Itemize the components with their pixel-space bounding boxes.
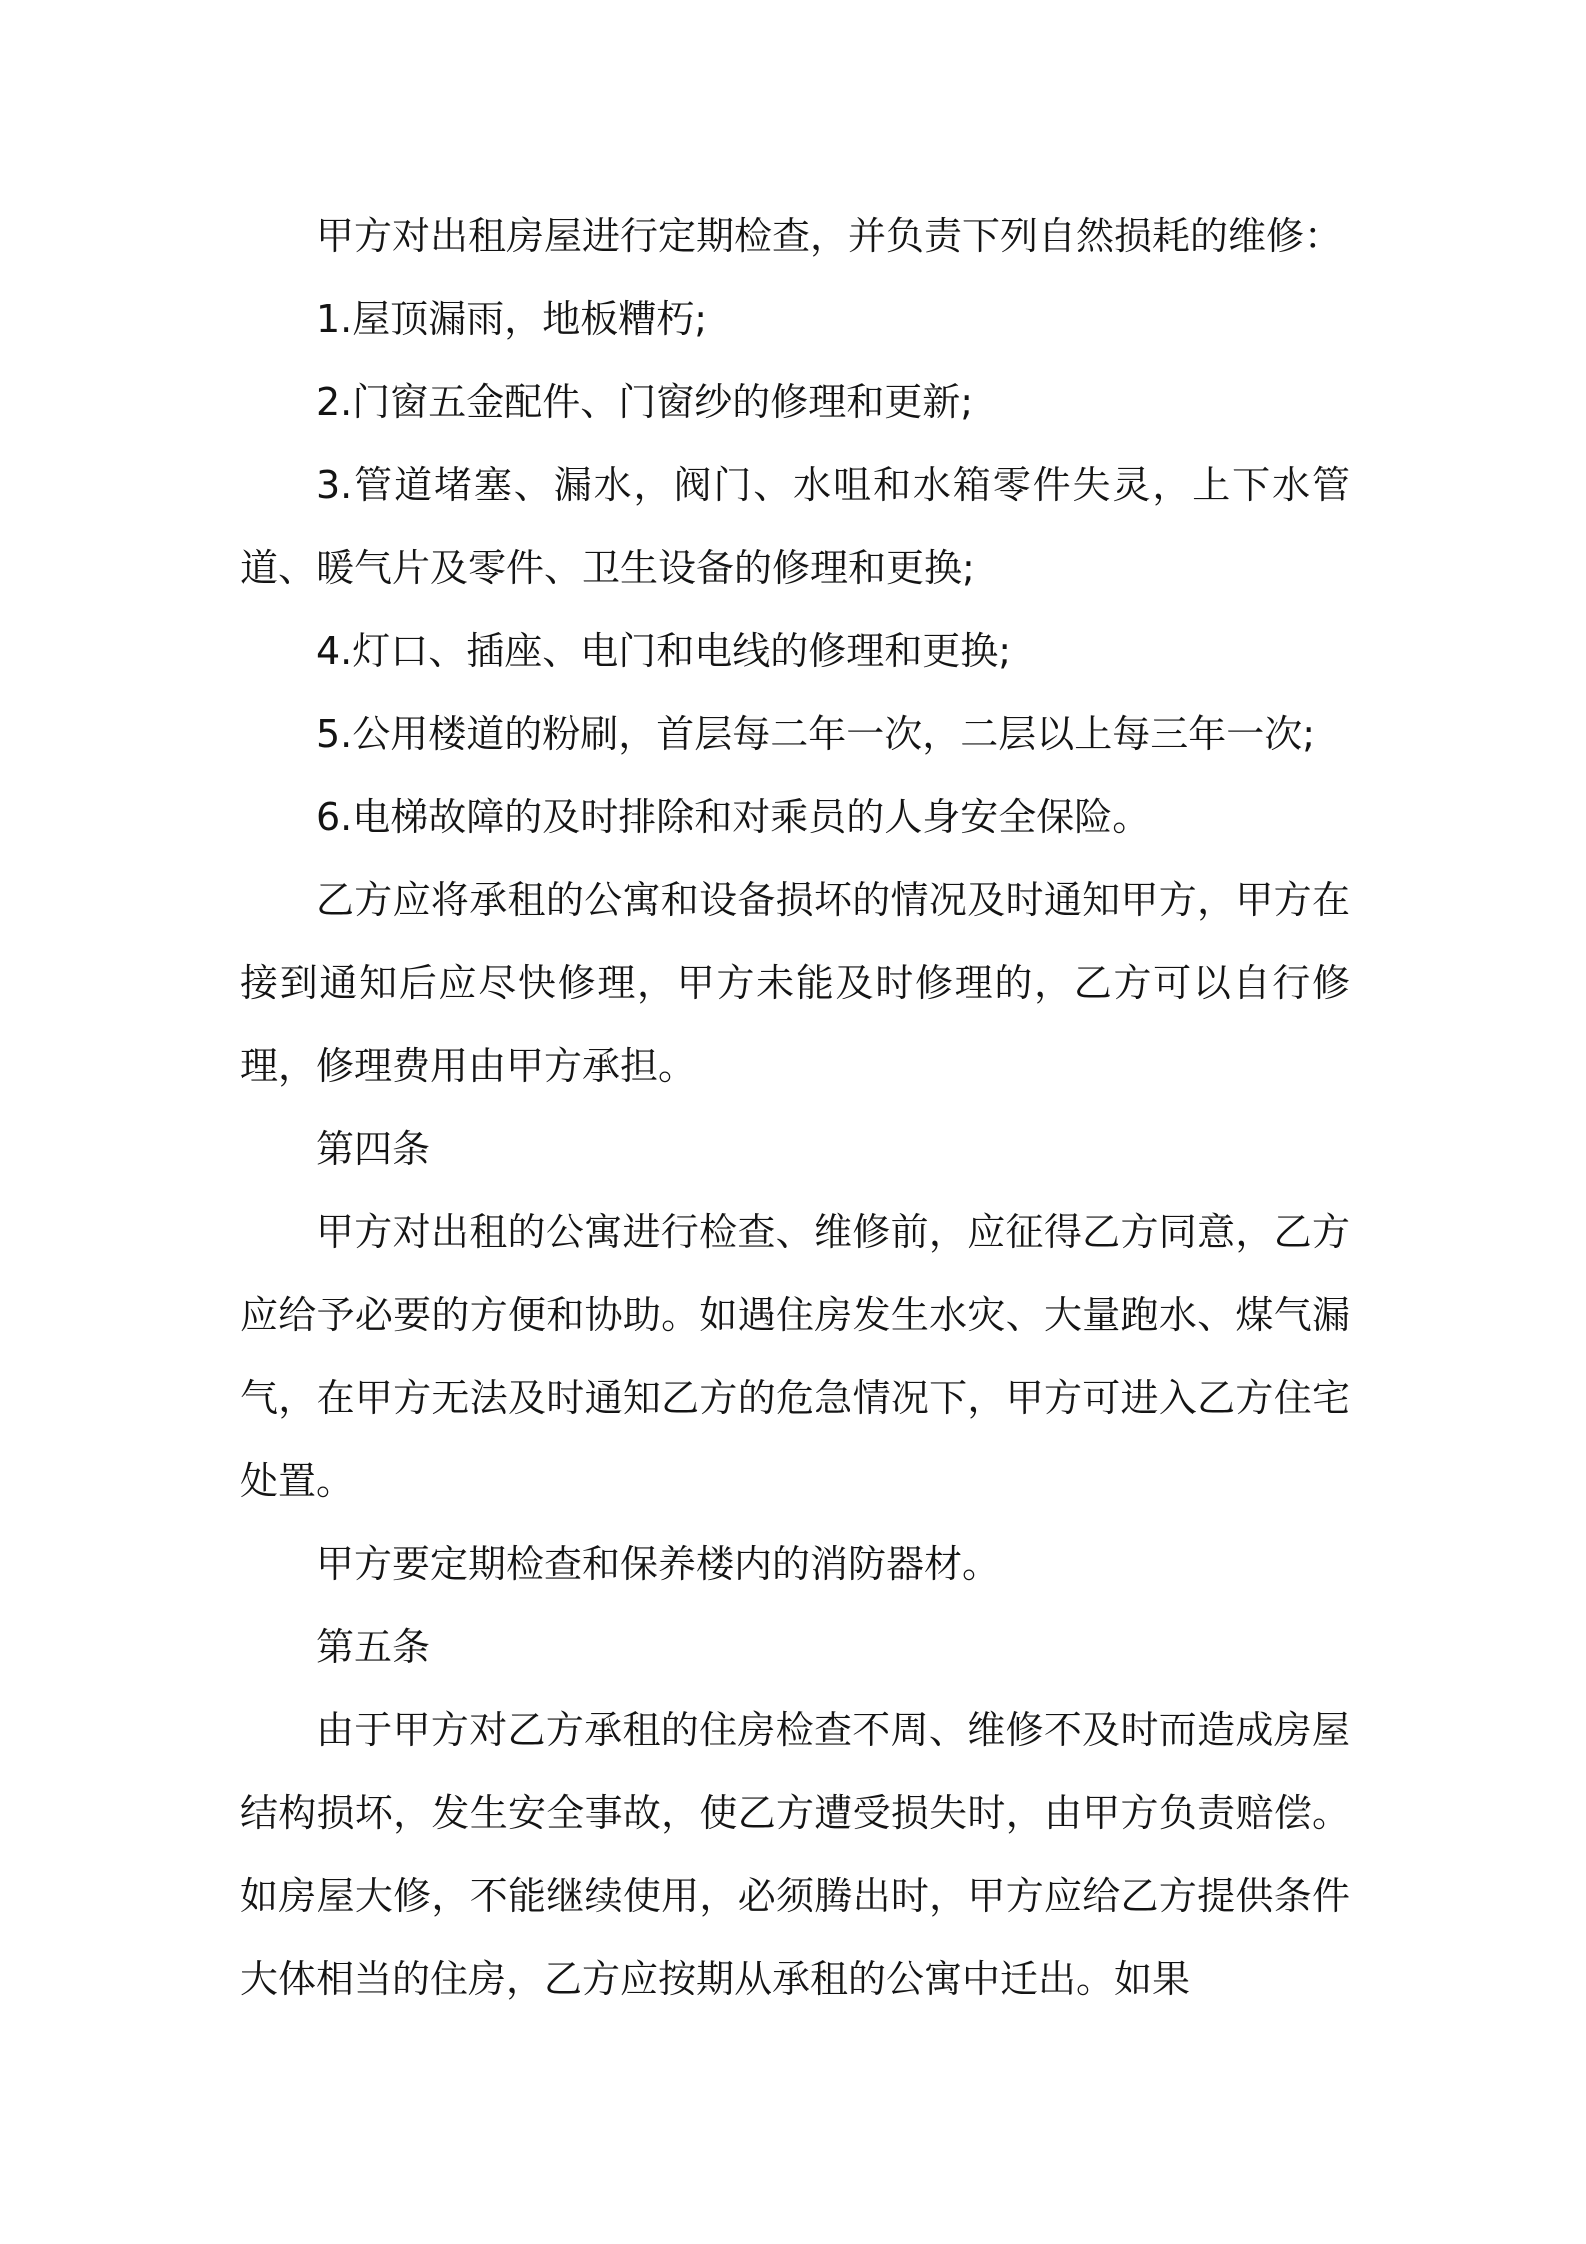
paragraph-inspection-consent: 甲方对出租的公寓进行检查、维修前，应征得乙方同意，乙方应给予必要的方便和协助。如遇住房发生水灾、大量跑水、煤气漏气，在甲方无法及时通知乙方的危急情况下，甲方可进入乙方住宅处置。	[240, 1210, 1350, 1503]
document-body	[240, 195, 1350, 2021]
paragraph-compensation: 由于甲方对乙方承租的住房检查不周、维修不及时而造成房屋结构损坏，发生安全事故，使乙方遭受损失时，由甲方负责赔偿。如房屋大修，不能继续使用，必须腾出时，甲方应给乙方提供条件大体相当的住房，乙方应按期从承租的公寓中迁出。如果	[240, 1708, 1350, 2001]
list-item-roof: 1.屋顶漏雨，地板糟朽;	[316, 297, 708, 341]
paragraph-damage-notice: 乙方应将承租的公寓和设备损坏的情况及时通知甲方，甲方在接到通知后应尽快修理，甲方未能及时修理的，乙方可以自行修理，修理费用由甲方承担。	[240, 878, 1350, 1088]
article-heading-five: 第五条	[316, 1625, 431, 1669]
list-item-corridor-painting: 5.公用楼道的粉刷，首层每二年一次，二层以上每三年一次;	[316, 712, 1316, 756]
paragraph-inspection-intro: 甲方对出租房屋进行定期检查，并负责下列自然损耗的维修：	[316, 214, 1343, 258]
list-item-electrical: 4.灯口、插座、电门和电线的修理和更换;	[316, 629, 1012, 673]
list-item-pipes: 3.管道堵塞、漏水，阀门、水咀和水箱零件失灵，上下水管道、暖气片及零件、卫生设备的修理和更换;	[240, 463, 1350, 590]
list-item-doors-windows: 2.门窗五金配件、门窗纱的修理和更新;	[316, 380, 974, 424]
article-heading-four: 第四条	[316, 1127, 431, 1171]
list-item-elevator: 6.电梯故障的及时排除和对乘员的人身安全保险。	[316, 795, 1151, 839]
paragraph-fire-equipment: 甲方要定期检查和保养楼内的消防器材。	[316, 1542, 1001, 1586]
